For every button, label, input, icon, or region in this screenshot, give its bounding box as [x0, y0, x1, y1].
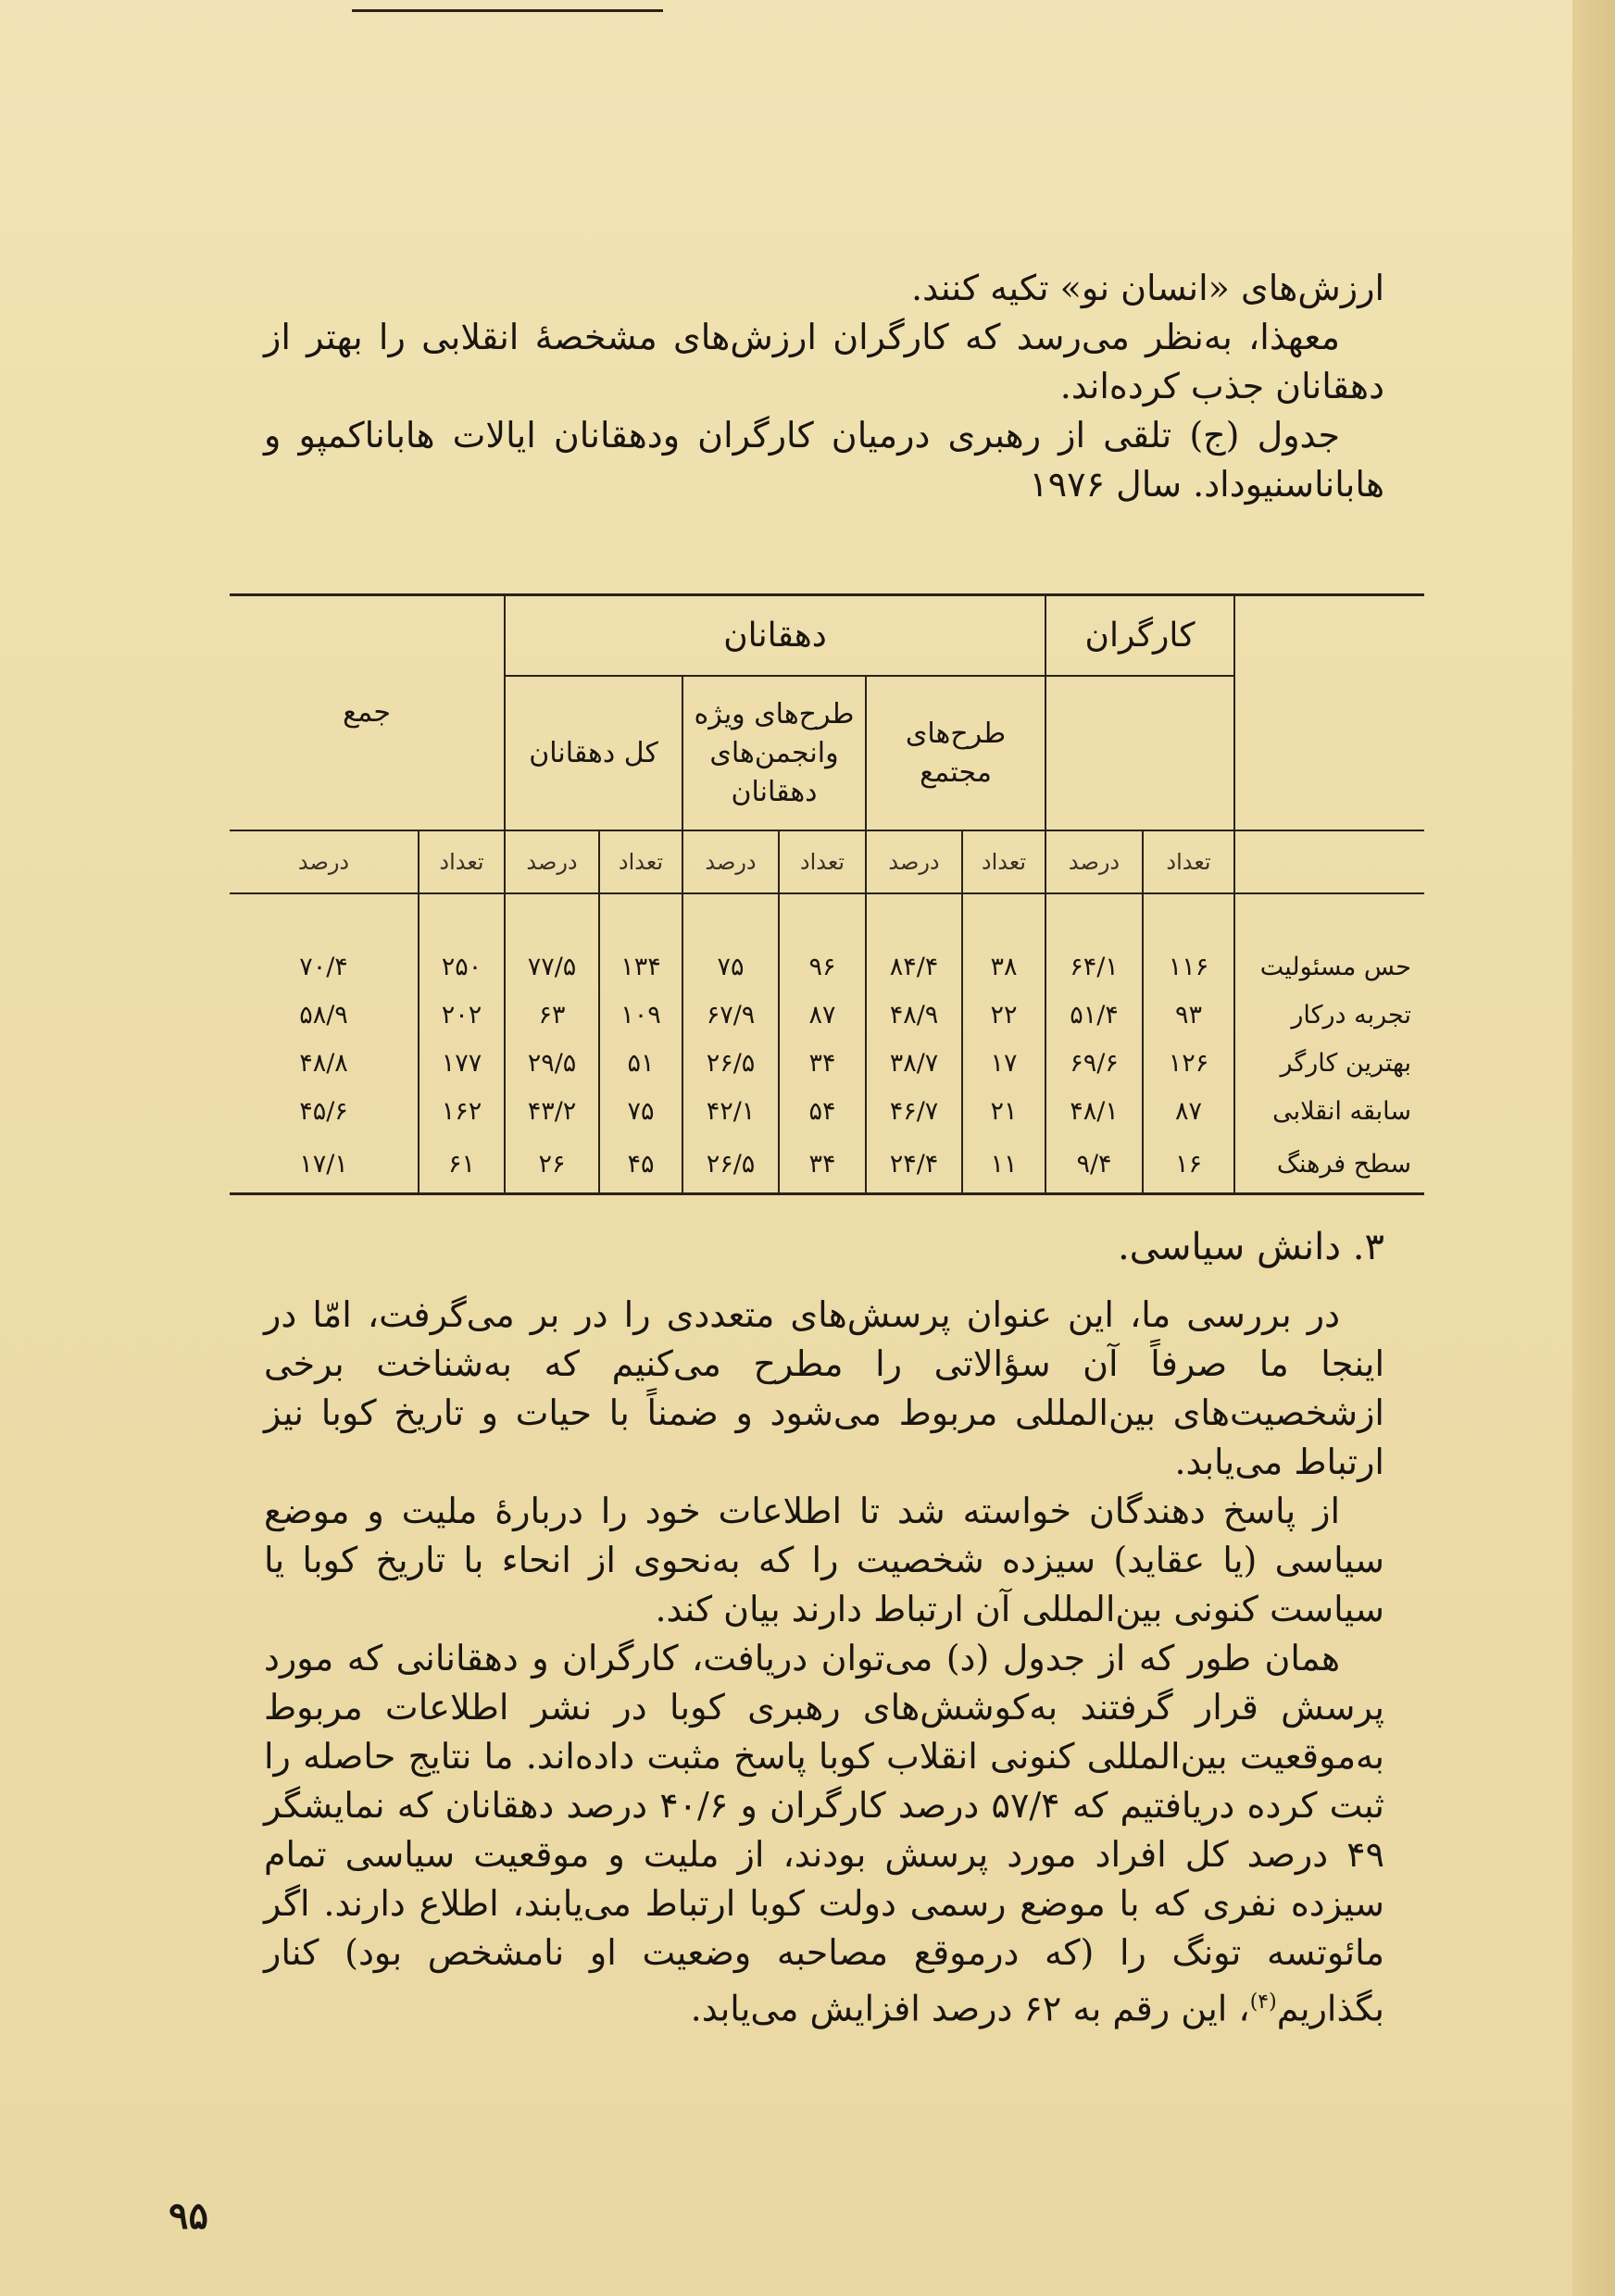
cell-all-peasants-percent: ۶۳	[505, 991, 599, 1039]
row-criterion: سابقه انقلابی	[1234, 1087, 1424, 1135]
cell-workers-percent: ۹/۴	[1045, 1135, 1143, 1194]
header-workers: کارگران	[1045, 595, 1234, 677]
cell-collective-percent: ۴۸/۹	[866, 991, 962, 1039]
intro-paragraph-2: معهذا، به‌نظر می‌رسد که کارگران ارزش‌های مشخصهٔ انقلابی را بهتر از دهقانان جذب کرده‌اند.	[264, 317, 1384, 406]
header-collective-plans: طرح‌های مجتمع	[866, 676, 1045, 830]
row-criterion: بهترین کارگر	[1234, 1039, 1424, 1087]
cell-workers-percent: ۶۹/۶	[1045, 1039, 1143, 1087]
table-row	[230, 1135, 1424, 1194]
cell-workers-count: ۹۳	[1143, 991, 1234, 1039]
leadership-table	[230, 593, 1424, 1179]
cell-total-count: ۱۶۲	[419, 1087, 505, 1135]
cell-special-count: ۳۴	[779, 1135, 866, 1194]
cell-collective-percent: ۳۸/۷	[866, 1039, 962, 1087]
table-spacer-row	[230, 893, 1424, 942]
cell-total-count: ۲۰۲	[419, 991, 505, 1039]
section-body	[264, 1291, 1384, 2034]
cell-special-count: ۵۴	[779, 1087, 866, 1135]
cell-workers-count: ۱۶	[1143, 1135, 1234, 1194]
section-heading: ۳. دانش سیاسی.	[1117, 1226, 1384, 1268]
cell-special-count: ۹۶	[779, 942, 866, 991]
header-unit-percent: درصد	[866, 830, 962, 893]
cell-total-count: ۶۱	[419, 1135, 505, 1194]
cell-workers-count: ۸۷	[1143, 1087, 1234, 1135]
page-edge	[1572, 0, 1615, 2296]
header-unit-count: تعداد	[962, 830, 1045, 893]
cell-all-peasants-percent: ۷۷/۵	[505, 942, 599, 991]
header-rule	[352, 9, 663, 12]
cell-collective-count: ۱۱	[962, 1135, 1045, 1194]
cell-all-peasants-count: ۴۵	[599, 1135, 682, 1194]
cell-collective-percent: ۸۴/۴	[866, 942, 962, 991]
header-unit-count: تعداد	[419, 830, 505, 893]
header-workers-blank	[1045, 676, 1234, 830]
footnote-marker[interactable]: (۴)	[1249, 1990, 1277, 2014]
cell-all-peasants-percent: ۴۳/۲	[505, 1087, 599, 1135]
cell-workers-percent: ۴۸/۱	[1045, 1087, 1143, 1135]
cell-all-peasants-percent: ۲۶	[505, 1135, 599, 1194]
cell-total-count: ۲۵۰	[419, 942, 505, 991]
header-unit-percent: درصد	[230, 830, 419, 893]
header-unit-percent: درصد	[682, 830, 779, 893]
header-peasants: دهقانان	[505, 595, 1045, 677]
cell-all-peasants-count: ۵۱	[599, 1039, 682, 1087]
table-row	[230, 1087, 1424, 1135]
intro-text	[264, 264, 1384, 509]
cell-workers-percent: ۶۴/۱	[1045, 942, 1143, 991]
cell-special-percent: ۷۵	[682, 942, 779, 991]
cell-total-percent: ۷۰/۴	[230, 942, 419, 991]
header-special-plans: طرح‌های ویژه وانجمن‌های دهقانان	[682, 676, 866, 830]
intro-paragraph-1: ارزش‌های «انسان نو» تکیه کنند.	[911, 268, 1384, 308]
cell-collective-percent: ۴۶/۷	[866, 1087, 962, 1135]
data-table	[230, 593, 1424, 1195]
cell-special-count: ۳۴	[779, 1039, 866, 1087]
row-criterion: تجربه درکار	[1234, 991, 1424, 1039]
page-number: ۹۵	[169, 2194, 208, 2238]
header-total: جمع	[230, 595, 505, 831]
header-criterion-spacer	[1234, 595, 1424, 831]
cell-workers-percent: ۵۱/۴	[1045, 991, 1143, 1039]
cell-total-percent: ۴۸/۸	[230, 1039, 419, 1087]
row-criterion: حس مسئولیت	[1234, 942, 1424, 991]
cell-total-count: ۱۷۷	[419, 1039, 505, 1087]
cell-special-percent: ۲۶/۵	[682, 1135, 779, 1194]
cell-special-percent: ۶۷/۹	[682, 991, 779, 1039]
section-paragraph-3-end: ، این رقم به ۶۲ درصد افزایش می‌یابد.	[690, 1988, 1250, 2029]
cell-total-percent: ۴۵/۶	[230, 1087, 419, 1135]
header-all-peasants: کل دهقانان	[505, 676, 682, 830]
table-row	[230, 991, 1424, 1039]
cell-special-percent: ۲۶/۵	[682, 1039, 779, 1087]
cell-special-count: ۸۷	[779, 991, 866, 1039]
cell-collective-count: ۱۷	[962, 1039, 1045, 1087]
cell-total-percent: ۵۸/۹	[230, 991, 419, 1039]
cell-workers-count: ۱۲۶	[1143, 1039, 1234, 1087]
cell-collective-percent: ۲۴/۴	[866, 1135, 962, 1194]
header-unit-percent: درصد	[505, 830, 599, 893]
section-paragraph-1: در بررسی ما، این عنوان پرسش‌های متعددی را در بر می‌گرفت، امّا در اینجا ما صرفاً آن سؤالاتی را مطرح می‌کنیم که به‌شناخت برخی ازشخصیت‌های بین‌المللی مربوط می‌شود و ضمناً با حیات و تاریخ کوبا نیز ارتباط می‌یابد.	[264, 1294, 1384, 1482]
cell-special-percent: ۴۲/۱	[682, 1087, 779, 1135]
cell-all-peasants-count: ۱۰۹	[599, 991, 682, 1039]
header-unit-count: تعداد	[599, 830, 682, 893]
cell-all-peasants-percent: ۲۹/۵	[505, 1039, 599, 1087]
header-unit-percent: درصد	[1045, 830, 1143, 893]
table-row	[230, 942, 1424, 991]
section-paragraph-2: از پاسخ دهندگان خواسته شد تا اطلاعات خود را دربارهٔ ملیت و موضع سیاسی (یا عقاید) سیزده شخصیت را که به‌نحوی از انحاء با تاریخ کوبا یا سیاست کنونی بین‌المللی آن ارتباط دارند بیان کند.	[264, 1491, 1384, 1629]
cell-total-percent: ۱۷/۱	[230, 1135, 419, 1194]
cell-collective-count: ۳۸	[962, 942, 1045, 991]
cell-workers-count: ۱۱۶	[1143, 942, 1234, 991]
cell-all-peasants-count: ۷۵	[599, 1087, 682, 1135]
table-body	[230, 893, 1424, 1194]
table-caption: جدول (ج) تلقی از رهبری درمیان کارگران ودهقانان ایالات هاباناکمپو و هاباناسنیوداد. سال ۱۹۷۶	[264, 415, 1384, 505]
cell-all-peasants-count: ۱۳۴	[599, 942, 682, 991]
section-paragraph-3	[264, 1634, 1384, 2034]
header-criterion-unit	[1234, 830, 1424, 893]
header-unit-count: تعداد	[779, 830, 866, 893]
table-row	[230, 1039, 1424, 1087]
row-criterion: سطح فرهنگ	[1234, 1135, 1424, 1194]
header-unit-count: تعداد	[1143, 830, 1234, 893]
cell-collective-count: ۲۱	[962, 1087, 1045, 1135]
section-paragraph-3-text: همان طور که از جدول (د) می‌توان دریافت، کارگران و دهقانانی که مورد پرسش قرار گرفتند به‌کوشش‌های رهبری کوبا در نشر اطلاعات مربوط به‌موقعیت بین‌المللی کنونی انقلاب کوبا پاسخ مثبت داده‌اند. ما نتایج حاصله را ثبت کرده دریافتیم که ۵۷/۴ درصد کارگران و ۴۰/۶ درصد دهقانان که نمایشگر ۴۹ درصد کل افراد مورد پرسش بودند، از ملیت و موقعیت سیاسی تمام سیزده نفری که با موضع رسمی دولت کوبا ارتباط می‌یابند، اطلاع دارند. اگر مائوتسه تونگ را (که درموقع مصاحبه وضعیت او نامشخص بود) کنار بگذاریم	[264, 1638, 1385, 2029]
cell-collective-count: ۲۲	[962, 991, 1045, 1039]
